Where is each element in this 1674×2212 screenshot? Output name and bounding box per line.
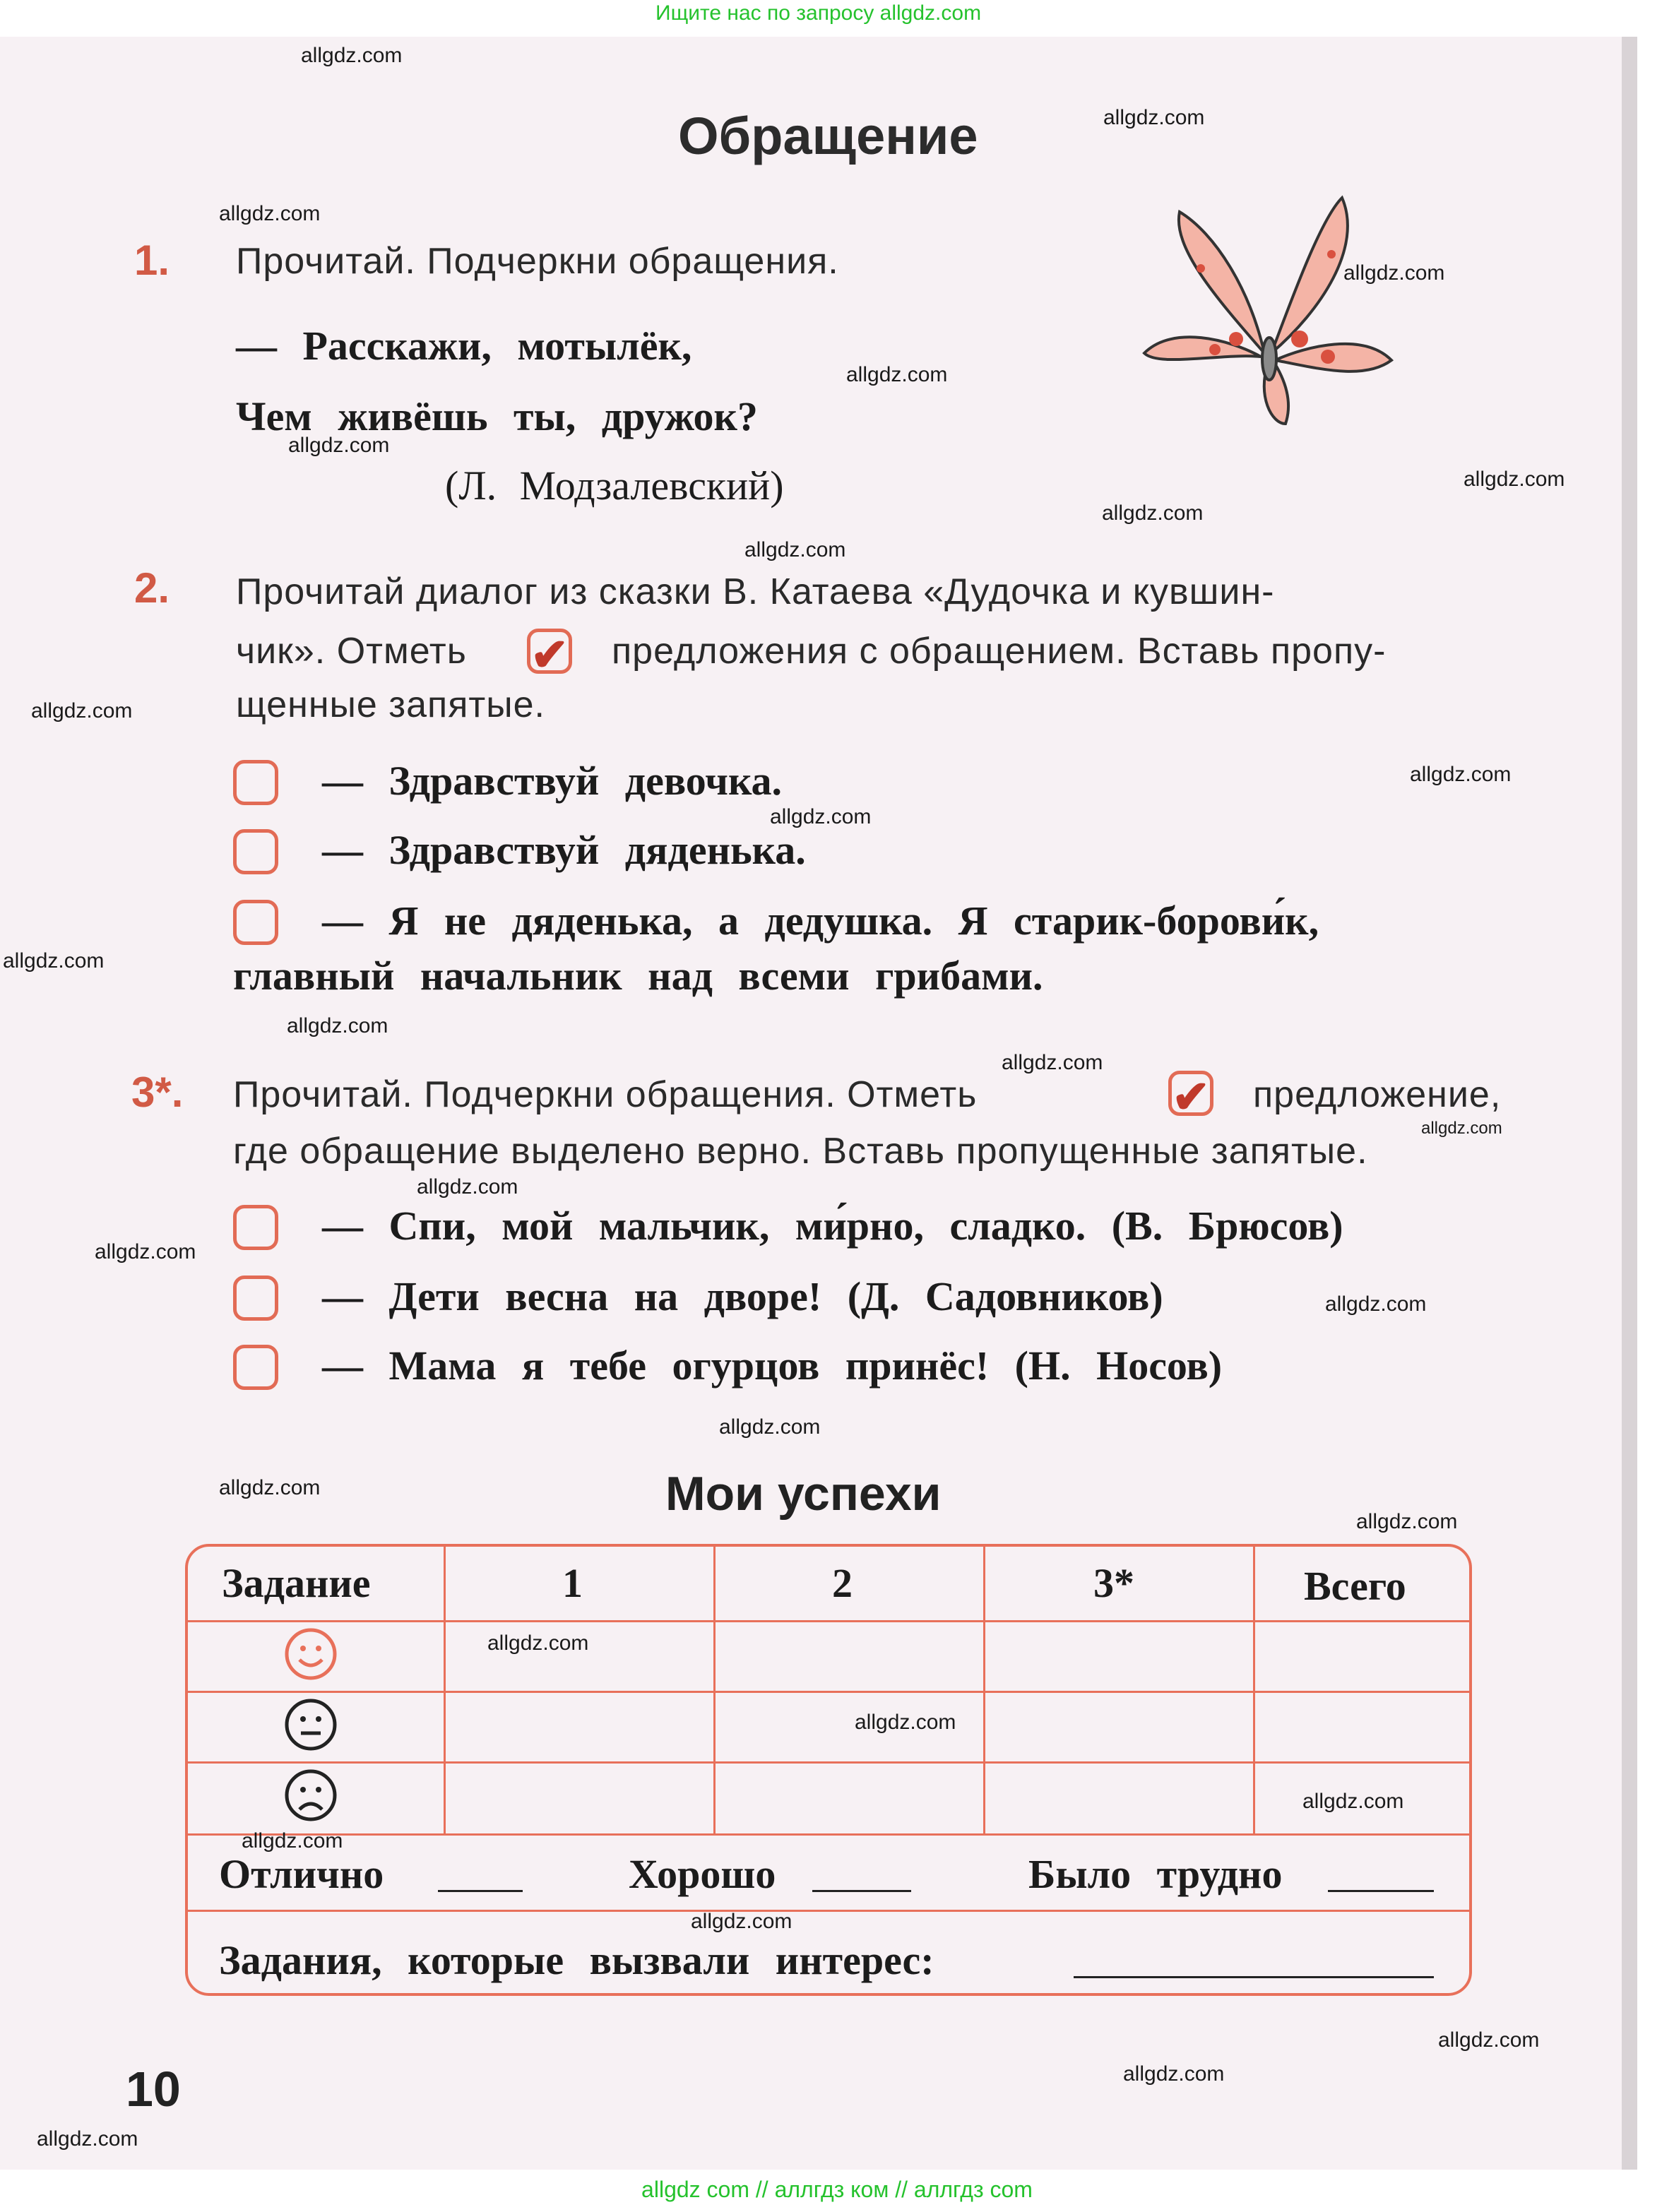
rating-excellent-line[interactable] bbox=[438, 1890, 523, 1892]
task2-dialog-line-2: — Здравствуй дяденька. bbox=[322, 827, 806, 873]
task3-answer-checkbox-3[interactable] bbox=[233, 1345, 278, 1390]
table-header-1: 1 bbox=[562, 1560, 583, 1606]
watermark: allgdz.com bbox=[744, 538, 846, 561]
watermark: allgdz.com bbox=[31, 699, 133, 723]
table-header-2: 2 bbox=[832, 1560, 853, 1606]
watermark: allgdz.com bbox=[1410, 763, 1512, 786]
watermark: allgdz.com bbox=[242, 1829, 343, 1853]
task1-author: (Л. Модзалевский) bbox=[445, 463, 784, 509]
watermark: allgdz.com bbox=[417, 1175, 518, 1199]
watermark: allgdz.com bbox=[219, 1476, 321, 1499]
watermark: allgdz.com bbox=[846, 363, 948, 386]
butterfly-upper-wing-left bbox=[1179, 212, 1264, 353]
watermark: allgdz.com bbox=[301, 44, 403, 67]
watermark: allgdz.com bbox=[1302, 1790, 1404, 1813]
watermark: allgdz.com bbox=[95, 1240, 196, 1263]
task2-instruction-line-2b: предложения с обращением. Вставь пропу- bbox=[612, 631, 1387, 672]
watermark: allgdz.com bbox=[3, 949, 105, 973]
task3-sentence-3: — Мама я тебе огурцов принёс! (Н. Носов) bbox=[322, 1343, 1223, 1389]
watermark: allgdz.com bbox=[1343, 261, 1445, 285]
page-title: Обращение bbox=[678, 107, 978, 165]
task2-dialog-line-3: — Я не дяденька, а дедушка. Я старик-борови́к, bbox=[322, 898, 1319, 944]
task2-instruction-line-1: Прочитай диалог из сказки В. Катаева «Дудочка и кувшин- bbox=[236, 571, 1275, 612]
rating-hard: Было трудно bbox=[1028, 1851, 1283, 1897]
task3-number: 3*. bbox=[131, 1069, 184, 1116]
watermark: allgdz.com bbox=[1325, 1292, 1427, 1316]
task2-instruction-line-3: щенные запятые. bbox=[236, 684, 545, 725]
watermark: allgdz.com bbox=[719, 1415, 821, 1439]
butterfly-upper-wing-right bbox=[1271, 198, 1348, 353]
task3-sentence-2: — Дети весна на дворе! (Д. Садовников) bbox=[322, 1273, 1163, 1319]
happy-face-icon bbox=[284, 1627, 338, 1681]
interest-label: Задания, которые вызвали интерес: bbox=[219, 1937, 934, 1983]
page-number: 10 bbox=[126, 2062, 181, 2117]
watermark: allgdz.com bbox=[1356, 1510, 1458, 1533]
task2-answer-checkbox-2[interactable] bbox=[233, 829, 278, 874]
task3-instruction-line-1a: Прочитай. Подчеркни обращения. Отметь bbox=[233, 1074, 978, 1115]
rating-excellent: Отлично bbox=[219, 1851, 384, 1897]
header-link[interactable]: Ищите нас по запросу allgdz.com bbox=[655, 1, 982, 25]
successes-title: Мои успехи bbox=[665, 1467, 942, 1521]
footer-links[interactable]: allgdz com // аллгдз ком // аллгдз com bbox=[641, 2177, 1033, 2202]
rating-good-line[interactable] bbox=[812, 1890, 911, 1892]
task2-instruction-line-2a: чик». Отметь bbox=[236, 631, 467, 672]
task2-legend-check-box: ✔ bbox=[527, 629, 572, 674]
table-header-task: Задание bbox=[222, 1560, 371, 1606]
task3-answer-checkbox-2[interactable] bbox=[233, 1276, 278, 1321]
table-header-3: 3* bbox=[1093, 1560, 1134, 1606]
task3-legend-check-box: ✔ bbox=[1168, 1071, 1213, 1116]
watermark: allgdz.com bbox=[855, 1711, 956, 1734]
watermark: allgdz.com bbox=[287, 1014, 388, 1037]
task1-instruction: Прочитай. Подчеркни обращения. bbox=[236, 241, 839, 282]
watermark: allgdz.com bbox=[219, 202, 321, 225]
rating-good: Хорошо bbox=[629, 1851, 776, 1897]
task3-instruction-line-2: где обращение выделено верно. Вставь пропущенные запятые. bbox=[233, 1131, 1368, 1172]
watermark: allgdz.com bbox=[1002, 1051, 1103, 1074]
watermark: allgdz.com bbox=[1103, 106, 1205, 129]
interest-line[interactable] bbox=[1074, 1976, 1434, 1978]
successes-table bbox=[185, 1544, 1472, 1996]
task1-poem-line-1: — Расскажи, мотылёк, bbox=[236, 323, 692, 369]
butterfly-lower-wing-left bbox=[1144, 337, 1261, 359]
task3-sentence-1: — Спи, мой мальчик, ми́рно, сладко. (В. Брюсов) bbox=[322, 1203, 1343, 1249]
page-edge bbox=[1622, 37, 1637, 2170]
task2-answer-checkbox-3[interactable] bbox=[233, 900, 278, 945]
watermark: allgdz.com bbox=[1438, 2028, 1540, 2052]
neutral-face-icon bbox=[284, 1698, 338, 1752]
watermark: allgdz.com bbox=[1464, 468, 1565, 491]
watermark: allgdz.com bbox=[1102, 501, 1204, 525]
task2-dialog-line-3-continued: главный начальник над всеми грибами. bbox=[233, 953, 1043, 999]
watermark: allgdz.com bbox=[1123, 2062, 1225, 2086]
watermark: allgdz.com bbox=[288, 434, 390, 457]
task2-dialog-line-1: — Здравствуй девочка. bbox=[322, 758, 783, 804]
butterfly-illustration bbox=[1130, 191, 1399, 431]
task1-number: 1. bbox=[134, 237, 170, 284]
task2-answer-checkbox-1[interactable] bbox=[233, 760, 278, 805]
task1-poem-line-2: Чем живёшь ты, дружок? bbox=[236, 393, 758, 439]
watermark: allgdz.com bbox=[691, 1910, 793, 1933]
watermark: allgdz.com bbox=[770, 805, 872, 828]
task2-number: 2. bbox=[134, 564, 170, 612]
watermark: allgdz.com bbox=[487, 1631, 589, 1655]
table-header-total: Всего bbox=[1304, 1563, 1406, 1609]
task3-answer-checkbox-1[interactable] bbox=[233, 1205, 278, 1250]
task3-instruction-line-1b: предложение, bbox=[1253, 1074, 1502, 1115]
sad-face-icon bbox=[284, 1768, 338, 1822]
butterfly-body bbox=[1262, 338, 1276, 380]
watermark: allgdz.com bbox=[1421, 1119, 1502, 1138]
watermark: allgdz.com bbox=[37, 2127, 138, 2151]
rating-hard-line[interactable] bbox=[1328, 1890, 1434, 1892]
